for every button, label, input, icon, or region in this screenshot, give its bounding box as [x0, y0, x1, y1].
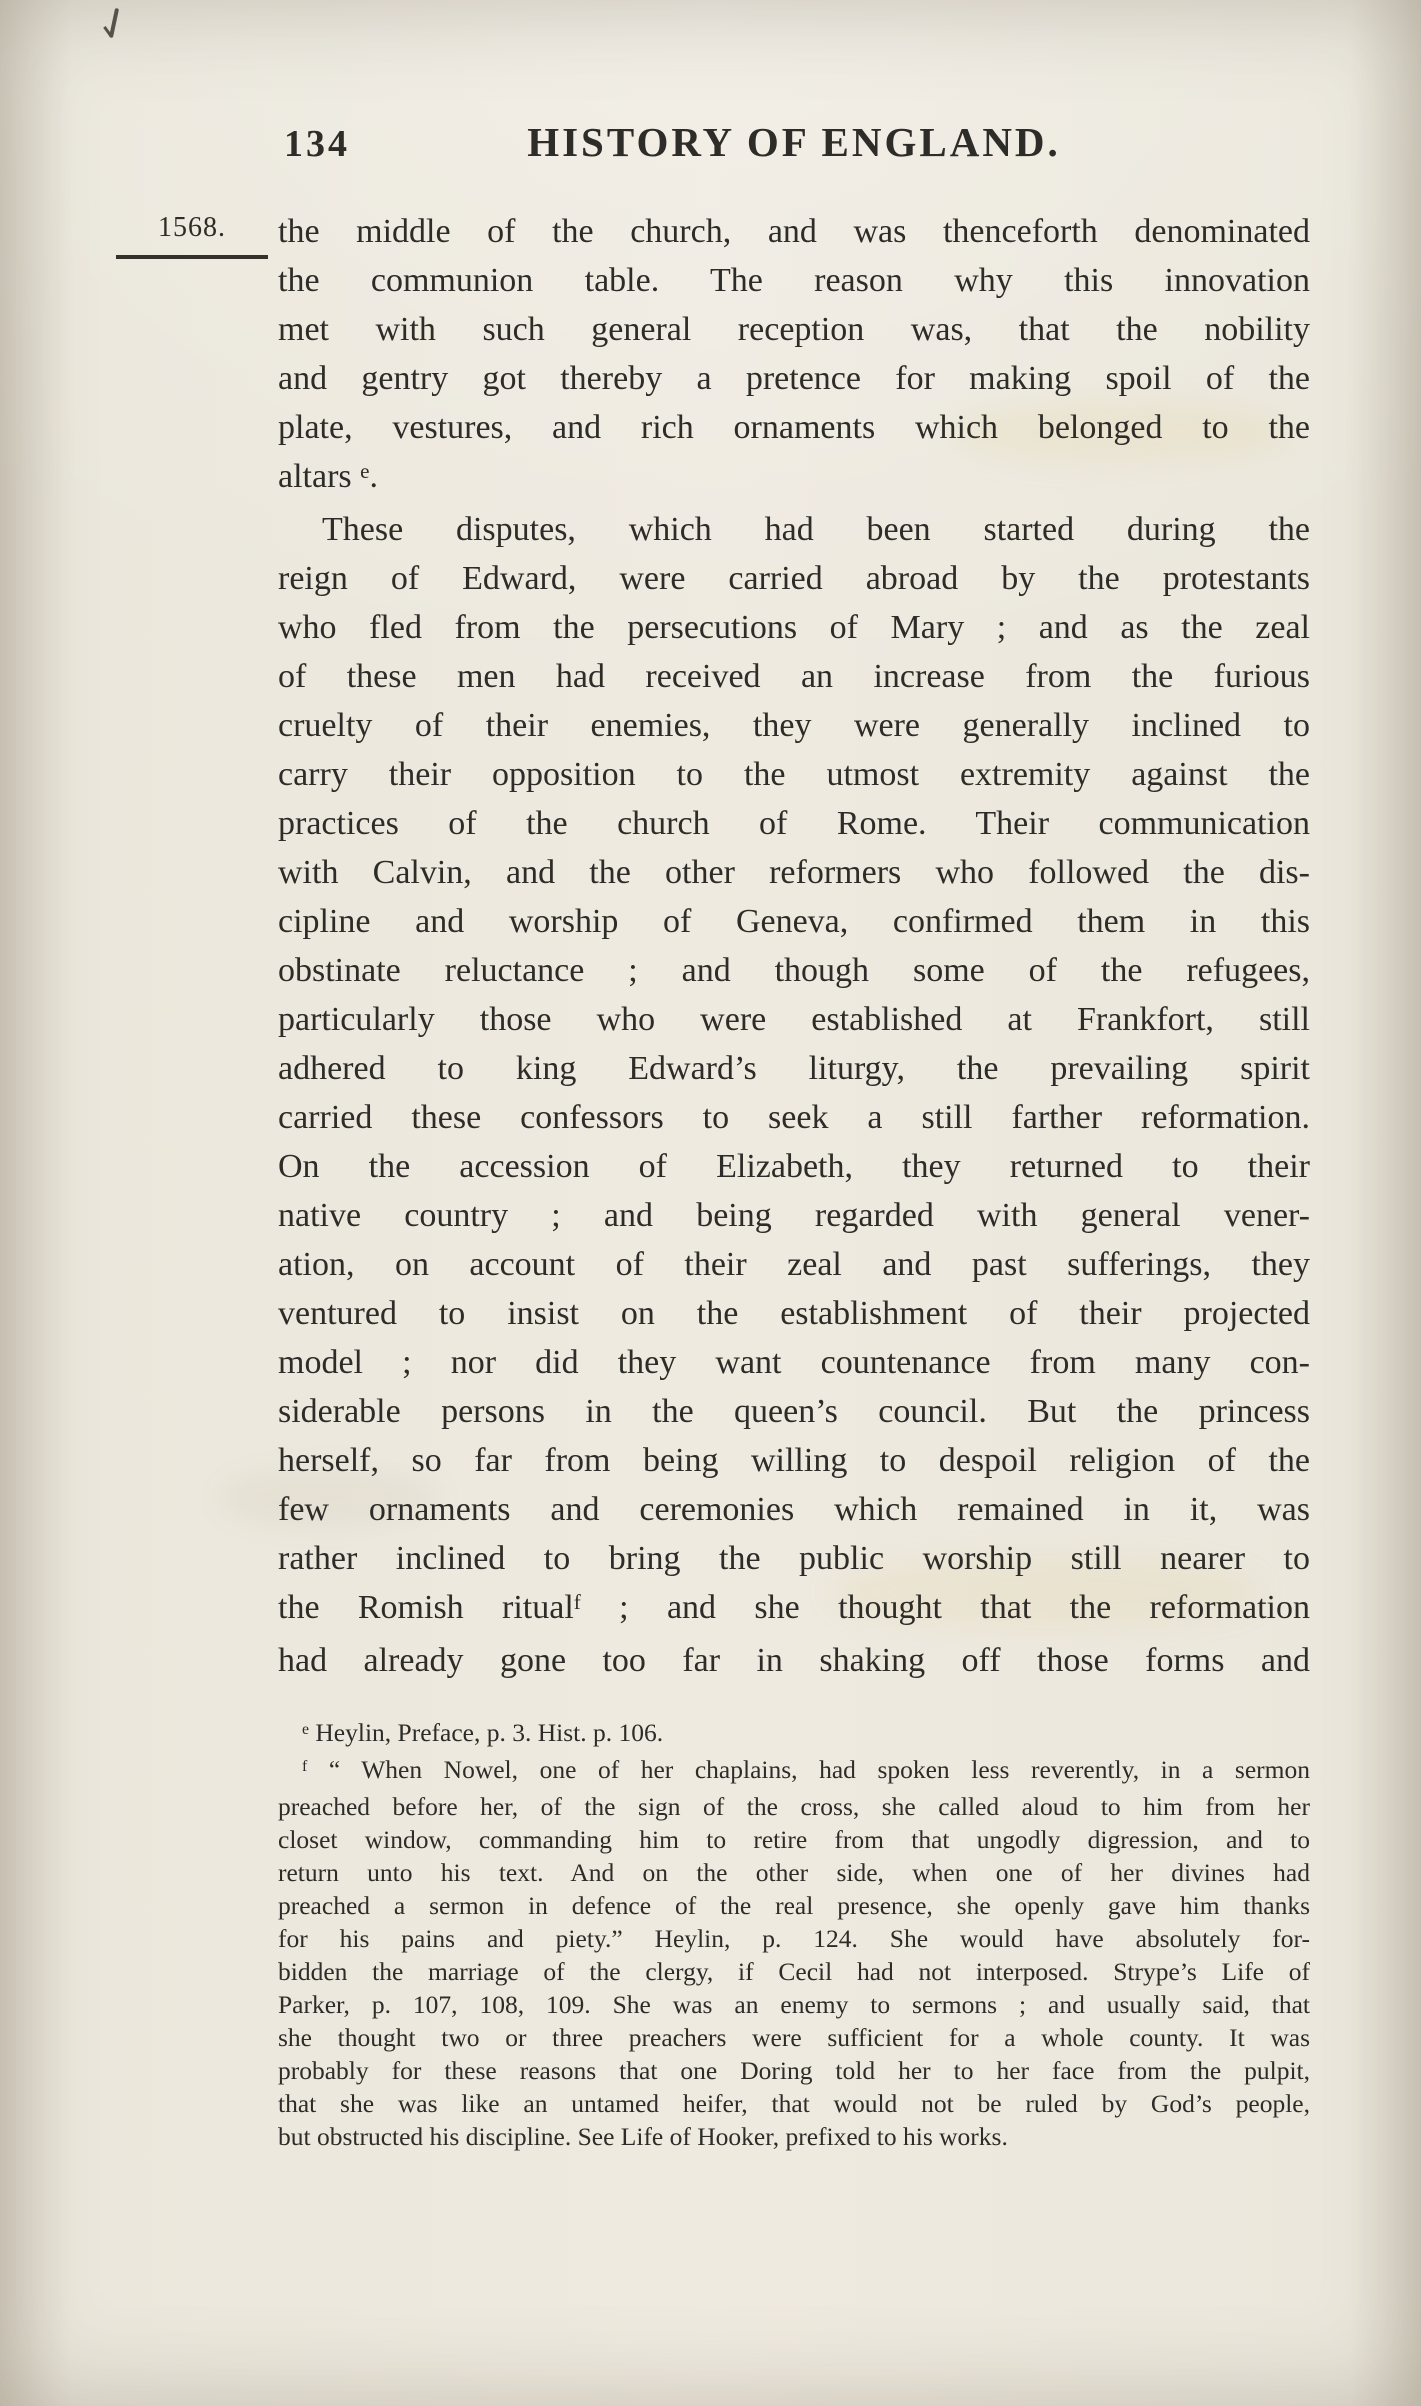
text-line: cruelty of their enemies, they were generally inclined to — [278, 707, 1310, 744]
text-line: who fled from the persecutions of Mary ; and as the zeal — [278, 609, 1310, 646]
text-line: native country ; and being regarded with general vener- — [278, 1197, 1310, 1234]
text-line: Parker, p. 107, 108, 109. She was an enemy to sermons ; and usually said, that — [278, 1990, 1310, 2019]
text-line: ation, on account of their zeal and past sufferings, they — [278, 1246, 1310, 1283]
text-line: few ornaments and ceremonies which remained in it, was — [278, 1491, 1310, 1528]
text-line: obstinate reluctance ; and though some of the refugees, — [278, 952, 1310, 989]
text-line: that she was like an untamed heifer, that would not be ruled by God’s people, — [278, 2089, 1310, 2118]
text-line: $^f$ “ When Nowel, one of her chaplains, had spoken less reverently, in a sermon — [302, 1755, 1310, 1784]
paragraph — [278, 505, 1310, 1685]
text-line: but obstructed his discipline. See Life of Hooker, prefixed to his works. — [278, 2122, 1008, 2151]
paragraph — [278, 1716, 1310, 1753]
text-line: the Romish ritual$^f$ ; and she thought that the reformation — [278, 1589, 1311, 1626]
text-line: with Calvin, and the other reformers who followed the dis- — [278, 854, 1310, 891]
page-number: 134 — [284, 123, 350, 165]
text-line: plate, vestures, and rich ornaments which belonged to the — [278, 409, 1310, 446]
text-line: On the accession of Elizabeth, they returned to their — [278, 1148, 1310, 1185]
text-line: she thought two or three preachers were sufficient for a whole county. It was — [278, 2023, 1310, 2052]
paragraph — [278, 1753, 1310, 2153]
text-line: altars $^e$. — [278, 458, 378, 495]
text-line: closet window, commanding him to retire from that ungodly digression, and to — [278, 1825, 1310, 1854]
footnotes — [278, 1716, 1310, 2153]
text-line: and gentry got thereby a pretence for making spoil of the — [278, 360, 1310, 397]
text-line: the communion table. The reason why this innovation — [278, 262, 1310, 299]
text-line: reign of Edward, were carried abroad by the protestants — [278, 560, 1310, 597]
paragraph — [278, 207, 1310, 505]
text-line: $^e$ Heylin, Preface, p. 3. Hist. p. 106. — [302, 1718, 664, 1747]
text-line: the middle of the church, and was thenceforth denominated — [278, 213, 1310, 250]
text-line: preached before her, of the sign of the cross, she called aloud to him from her — [278, 1792, 1310, 1821]
text-line: herself, so far from being willing to despoil religion of the — [278, 1442, 1310, 1479]
scan-artifact-mark — [109, 8, 119, 38]
text-line: particularly those who were established at Frankfort, still — [278, 1001, 1310, 1038]
text-line: These disputes, which had been started during the — [322, 511, 1310, 548]
text-line: bidden the marriage of the clergy, if Cecil had not interposed. Strype’s Life of — [278, 1957, 1310, 1986]
text-line: of these men had received an increase from the furious — [278, 658, 1310, 695]
text-line: practices of the church of Rome. Their communication — [278, 805, 1310, 842]
text-line: had already gone too far in shaking off those forms and — [278, 1642, 1310, 1679]
text-line: for his pains and piety.” Heylin, p. 124. She would have absolutely for- — [278, 1924, 1310, 1953]
text-line: cipline and worship of Geneva, confirmed them in this — [278, 903, 1310, 940]
body-text — [278, 207, 1310, 1685]
margin-year-note — [116, 212, 268, 259]
text-line: return unto his text. And on the other side, when one of her divines had — [278, 1858, 1310, 1887]
text-line: met with such general reception was, that the nobility — [278, 311, 1310, 348]
running-header — [278, 118, 1310, 174]
text-line: carried these confessors to seek a still farther reformation. — [278, 1099, 1310, 1136]
text-line: probably for these reasons that one Doring told her to her face from the pulpit, — [278, 2056, 1310, 2085]
text-line: rather inclined to bring the public worship still nearer to — [278, 1540, 1310, 1577]
text-line: preached a sermon in defence of the real presence, she openly gave him thanks — [278, 1891, 1310, 1920]
page-title: HISTORY OF ENGLAND. — [527, 119, 1061, 165]
text-line: adhered to king Edward’s liturgy, the prevailing spirit — [278, 1050, 1310, 1087]
margin-year: 1568. — [158, 212, 226, 243]
text-line: ventured to insist on the establishment of their projected — [278, 1295, 1310, 1332]
text-line: siderable persons in the queen’s council. But the princess — [278, 1393, 1310, 1430]
margin-rule — [116, 255, 268, 259]
text-line: model ; nor did they want countenance from many con- — [278, 1344, 1310, 1381]
text-line: carry their opposition to the utmost extremity against the — [278, 756, 1310, 793]
